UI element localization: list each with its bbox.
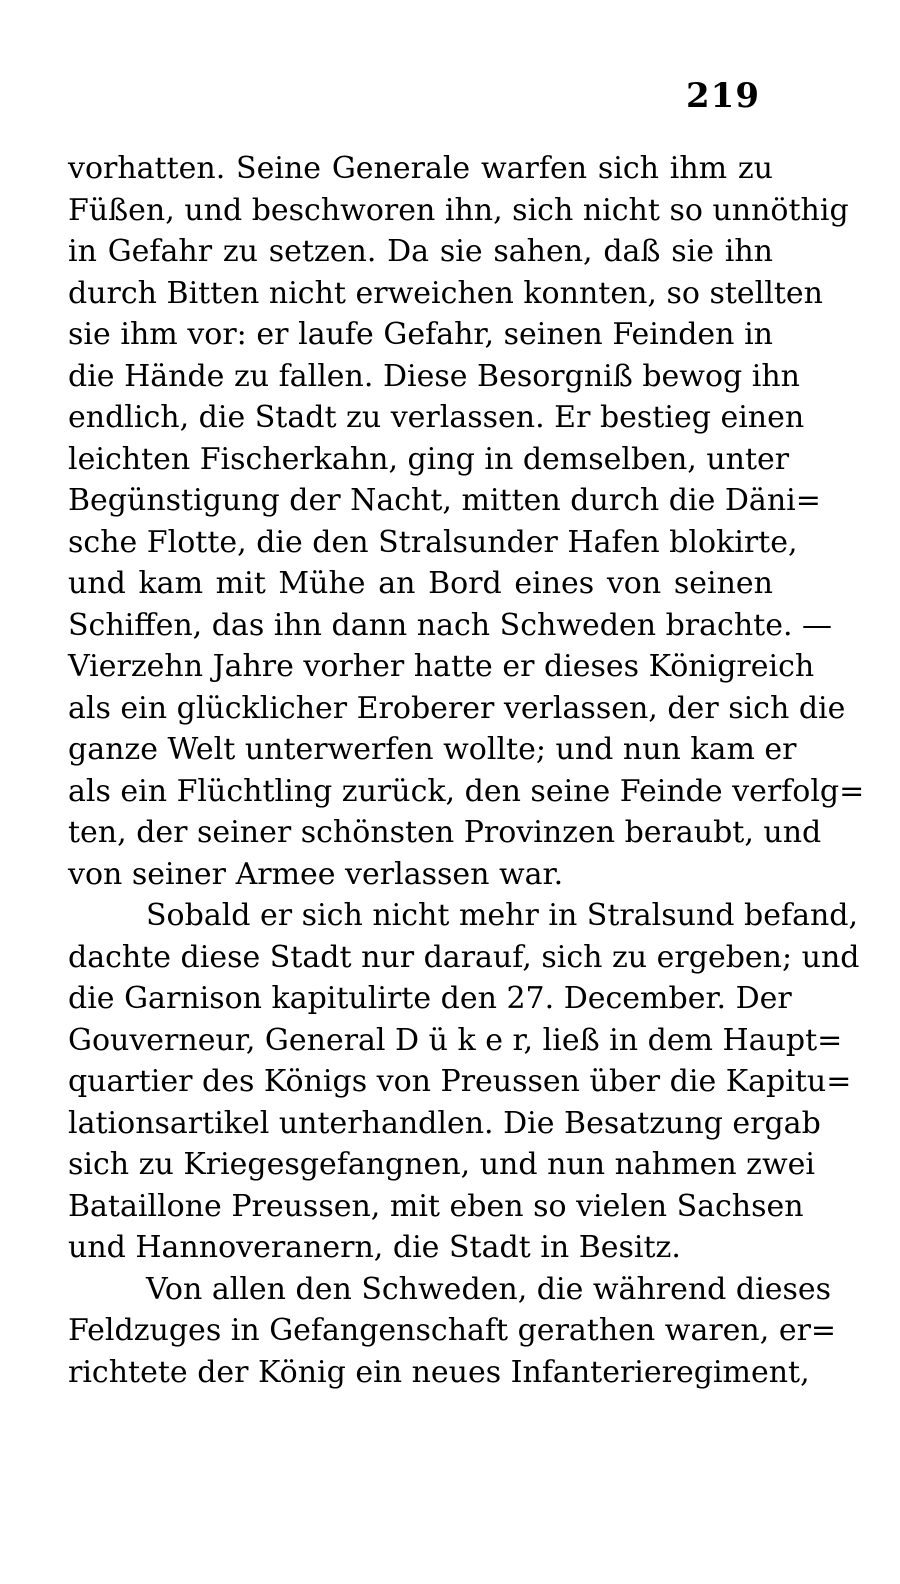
text-line: richtete der König ein neues Infanterieregiment,: [68, 1354, 810, 1390]
text-line: endlich, die Stadt zu verlassen. Er bestieg einen: [68, 400, 805, 435]
text-line: die Hände zu fallen. Diese Besorgniß bewog ihn: [68, 358, 800, 394]
text-line: Sobald er sich nicht mehr in Stralsund befand,: [146, 898, 859, 933]
text-line: leichten Fischerkahn, ging in demselben, unter: [68, 441, 790, 477]
text-line: dachte diese Stadt nur darauf, sich zu ergeben; und: [68, 939, 860, 975]
text-line: lationsartikel unterhandlen. Die Besatzung ergab: [68, 1105, 821, 1141]
paragraph-1: [68, 148, 865, 895]
body-text: [68, 148, 865, 1393]
text-line: Feldzuges in Gefangenschaft gerathen waren, er=: [68, 1313, 837, 1348]
text-line: sche Flotte, die den Stralsunder Hafen blokirte,: [68, 524, 798, 560]
text-line: Begünstigung der Nacht, mitten durch die Däni=: [68, 483, 821, 518]
text-line: von seiner Armee verlassen war.: [68, 856, 564, 892]
text-line: in Gefahr zu setzen. Da sie sahen, daß sie ihn: [68, 234, 773, 269]
page-number: 219: [686, 76, 760, 116]
text-line: durch Bitten nicht erweichen konnten, so stellten: [68, 275, 823, 311]
text-line: Gouverneur, General D ü k e r, ließ in dem Haupt=: [68, 1022, 843, 1058]
text-line: als ein glücklicher Eroberer verlassen, der sich die: [68, 690, 846, 726]
text-line: Schiffen, das ihn dann nach Schweden brachte. —: [68, 607, 833, 643]
text-line: sich zu Kriegesgefangnen, und nun nahmen zwei: [68, 1147, 816, 1182]
text-line: quartier des Königs von Preussen über die Kapitu=: [68, 1064, 852, 1099]
text-line: ten, der seiner schönsten Provinzen beraubt, und: [68, 815, 822, 850]
paragraph-2: [68, 895, 860, 1269]
paragraph-3: [68, 1269, 837, 1394]
text-line: und Hannoveranern, die Stadt in Besitz.: [68, 1230, 681, 1265]
text-line: vorhatten. Seine Generale warfen sich ihm zu: [68, 151, 773, 186]
text-line: als ein Flüchtling zurück, den seine Feinde verfolg=: [68, 773, 865, 809]
text-line: Bataillone Preussen, mit eben so vielen Sachsen: [68, 1188, 804, 1224]
text-line: sie ihm vor: er laufe Gefahr, seinen Feinden in: [68, 317, 773, 352]
text-line: die Garnison kapitulirte den 27. December. Der: [68, 981, 792, 1016]
text-line: Vierzehn Jahre vorher hatte er dieses Königreich: [68, 649, 815, 684]
text-line: ganze Welt unterwerfen wollte; und nun kam er: [68, 732, 797, 767]
text-line: Füßen, und beschworen ihn, sich nicht so unnöthig: [68, 192, 849, 228]
text-line: Von allen den Schweden, die während dieses: [146, 1271, 832, 1307]
text-line: und kam mit Mühe an Bord eines von seinen: [68, 566, 773, 601]
